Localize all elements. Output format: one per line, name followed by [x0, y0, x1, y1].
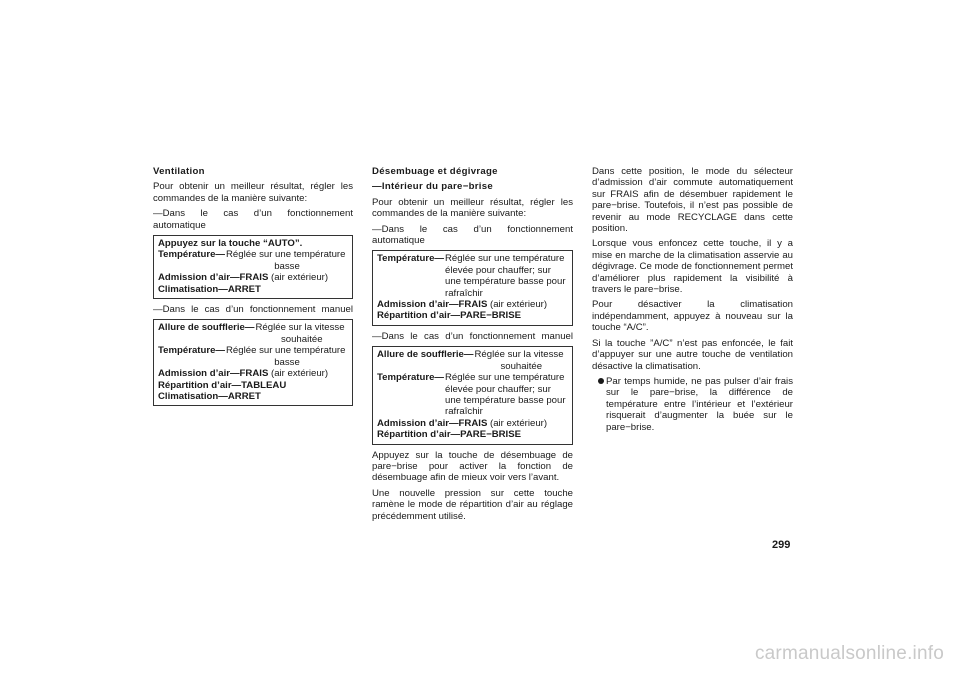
- air-conditioning-setting: Climatisation—ARRET: [158, 390, 261, 402]
- settings-box-manual: [372, 346, 573, 444]
- page-number: 299: [772, 539, 791, 551]
- air-intake-value: (air extérieur): [271, 272, 329, 284]
- air-intake-label: Admission d’air—FRAIS: [377, 417, 488, 429]
- fan-speed-value-line: souhaitée: [500, 360, 543, 372]
- air-distribution-setting: Répartition d’air—PARE−BRISE: [377, 310, 522, 322]
- temperature-value-line: rafraîchir: [445, 287, 483, 299]
- settings-box-manual: [153, 319, 353, 406]
- temperature-value-line: élevée pour chauffer; sur: [445, 264, 551, 276]
- air-intake-setting: [377, 299, 568, 310]
- air-intake-label: Admission d’air—FRAIS: [377, 299, 488, 311]
- air-intake-value: (air extérieur): [490, 417, 548, 429]
- auto-mode-line-continued: automatique: [153, 219, 206, 231]
- column-defogging: [372, 166, 573, 526]
- temperature-value-line: Réglée sur une température: [226, 345, 346, 357]
- defog-button-paragraph: Appuyez sur la touche de désembuage de pare−brise pour activer la fonction de désembuage afin de mieux voir vers l’avant.: [372, 449, 573, 484]
- air-intake-label: Admission d’air—FRAIS: [158, 368, 269, 380]
- auto-mode-line-continued: automatique: [372, 235, 425, 247]
- temperature-label: Température—: [158, 249, 225, 261]
- manual-mode-line: —Dans le cas d’un fonctionnement manuel: [153, 304, 353, 316]
- temperature-value-line: rafraîchir: [445, 406, 483, 418]
- temperature-setting: [377, 372, 568, 418]
- air-intake-value: (air extérieur): [490, 299, 548, 311]
- watermark: carmanualsonline.info: [754, 643, 944, 664]
- temperature-value-line: basse: [274, 356, 300, 368]
- air-distribution-setting: Répartition d’air—TABLEAU: [158, 379, 287, 391]
- settings-box-auto: [372, 250, 573, 325]
- manual-mode-line: —Dans le cas d’un fonctionnement manuel: [372, 330, 573, 342]
- ac-button-paragraph: Si la touche ”A/C” n’est pas enfoncée, le fait d’appuyer sur une autre touche de ventilation désactive la climatisation.: [592, 337, 793, 372]
- fan-speed-value-line: Réglée sur la vitesse: [474, 349, 564, 361]
- temperature-setting: [158, 345, 348, 368]
- column-ventilation: [153, 166, 353, 411]
- section-title-ventilation: Ventilation: [153, 166, 205, 177]
- temperature-value-line: Réglée sur une température: [445, 372, 565, 384]
- temperature-label: Température—: [158, 345, 225, 357]
- settings-box-auto: [153, 235, 353, 299]
- temperature-setting: [158, 249, 348, 272]
- air-intake-label: Admission d’air—FRAIS: [158, 272, 269, 284]
- intro-paragraph: Pour obtenir un meilleur résultat, régler les commandes de la manière suivante:: [153, 181, 353, 204]
- temperature-value-line: Réglée sur une température: [445, 253, 565, 265]
- auto-mode-line: —Dans le cas d’un fonctionnement: [153, 208, 353, 220]
- temperature-value-line: une température basse pour: [445, 394, 566, 406]
- fan-speed-setting: [377, 349, 568, 372]
- humid-weather-note: [592, 376, 793, 433]
- air-intake-setting: [158, 368, 348, 379]
- ac-activation-paragraph: Lorsque vous enfoncez cette touche, il y a mise en marche de la climatisation asservie au dégivrage. Ce mode de fonctionnement permet d’améliorer plus rapidement la visibilité à travers le pare−brise.: [592, 238, 793, 296]
- temperature-value-line: Réglée sur une température: [226, 249, 346, 261]
- section-title-defogging: Désembuage et dégivrage: [372, 166, 498, 177]
- fan-speed-label: Allure de soufflerie—: [377, 349, 474, 361]
- ac-deactivation-paragraph: Pour désactiver la climatisation indépendamment, appuyez à nouveau sur la touche “A/C”.: [592, 299, 793, 334]
- air-distribution-setting: Répartition d’air—PARE−BRISE: [377, 429, 522, 441]
- fan-speed-setting: [158, 322, 348, 345]
- air-intake-value: (air extérieur): [271, 368, 329, 380]
- section-subtitle-windshield: —Intérieur du pare−brise: [372, 181, 494, 193]
- auto-mode-line: —Dans le cas d’un fonctionnement: [372, 223, 573, 235]
- fan-speed-value-line: Réglée sur la vitesse: [255, 322, 345, 334]
- fresh-air-paragraph: Dans cette position, le mode du sélecteur d’admission d’air commute automatiquement sur FRAIS afin de désembuer rapidement le pare−brise. Toutefois, il n’est pas possible de revenir au mode RECYCLAGE dans cette position.: [592, 166, 793, 235]
- column-notes: [592, 166, 793, 433]
- defog-repress-paragraph: Une nouvelle pression sur cette touche ramène le mode de répartition d’air au réglage précédemment utilisé.: [372, 487, 573, 522]
- fan-speed-label: Allure de soufflerie—: [158, 322, 255, 334]
- air-intake-setting: [158, 272, 348, 283]
- temperature-value-line: basse: [274, 260, 300, 272]
- temperature-value-line: élevée pour chauffer; sur: [445, 383, 551, 395]
- temperature-value-line: une température basse pour: [445, 276, 566, 288]
- temperature-label: Température—: [377, 372, 444, 384]
- bullet-icon: [598, 378, 604, 384]
- temperature-setting: [377, 253, 568, 299]
- press-auto-instruction: Appuyez sur la touche “AUTO”.: [158, 238, 303, 250]
- humid-weather-text: Par temps humide, ne pas pulser d’air frais sur le pare−brise, la différence de température entre l’intérieur et l’extérieur risquerait d’augmenter la buée sur le pare−brise.: [606, 375, 793, 433]
- intro-paragraph: Pour obtenir un meilleur résultat, régler les commandes de la manière suivante:: [372, 196, 573, 220]
- air-conditioning-setting: Climatisation—ARRET: [158, 283, 261, 295]
- air-intake-setting: [377, 418, 568, 429]
- temperature-label: Température—: [377, 253, 444, 265]
- fan-speed-value-line: souhaitée: [280, 333, 323, 345]
